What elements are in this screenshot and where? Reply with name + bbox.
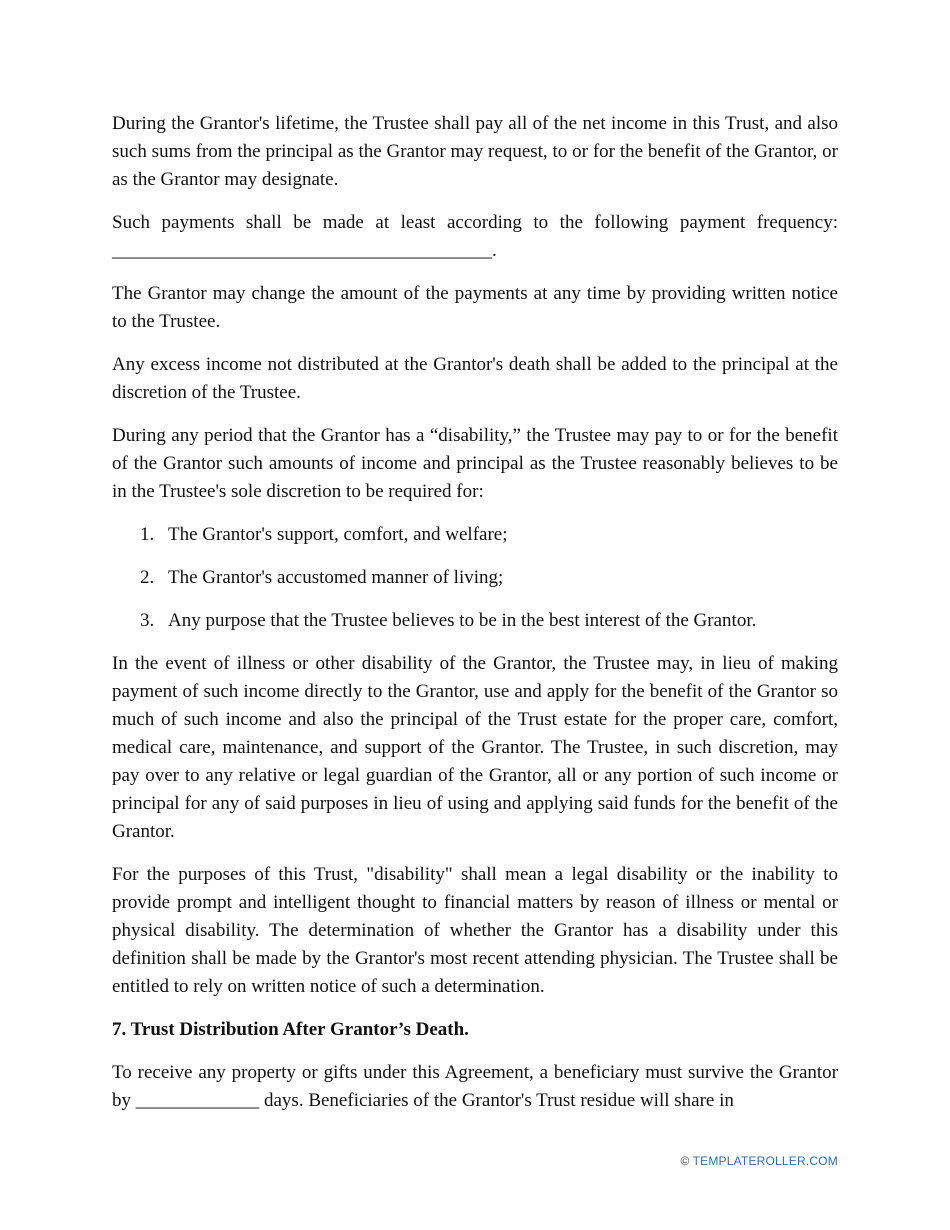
document-page <box>112 110 838 1130</box>
payment-frequency-blank: ________________________________________. <box>112 240 497 261</box>
list-item <box>112 607 838 635</box>
list-item-number: 3. <box>140 610 155 631</box>
paragraph-grantor-lifetime: During the Grantor's lifetime, the Trustee shall pay all of the net income in this Trust, and also such sums from the principal as the Grantor may request, to or for the benefit of the Grantor, or as the Grantor may designate. <box>112 113 838 190</box>
required-purposes-list <box>112 521 838 635</box>
paragraph-excess-income: Any excess income not distributed at the Grantor's death shall be added to the principal at the discretion of the Trustee. <box>112 354 838 403</box>
list-item-text: Any purpose that the Trustee believes to be in the best interest of the Grantor. <box>168 610 757 631</box>
paragraph-survive-grantor: To receive any property or gifts under this Agreement, a beneficiary must survive the Grantor by _____________ days. Beneficiaries of the Grantor's Trust residue will share in <box>112 1062 838 1111</box>
footer-brand-link[interactable]: TEMPLATEROLLER.COM <box>692 1154 838 1168</box>
footer-watermark <box>681 1154 838 1168</box>
list-item-text: The Grantor's accustomed manner of living; <box>168 567 504 588</box>
paragraph-change-amount: The Grantor may change the amount of the payments at any time by providing written notice to the Trustee. <box>112 283 838 332</box>
copyright-symbol: © <box>680 1154 690 1168</box>
list-item-number: 2. <box>140 567 155 588</box>
list-item <box>112 521 838 549</box>
list-item-text: The Grantor's support, comfort, and welfare; <box>168 524 508 545</box>
list-item-number: 1. <box>140 524 155 545</box>
paragraph-disability-definition: For the purposes of this Trust, "disability" shall mean a legal disability or the inability to provide prompt and intelligent thought to financial matters by reason of illness or mental or physical disability. The determination of whether the Grantor has a disability under this definition shall be made by the Grantor's most recent attending physician. The Trustee shall be entitled to rely on written notice of such a determination. <box>112 864 838 997</box>
paragraph-payment-frequency: Such payments shall be made at least according to the following payment frequency: <box>112 212 838 233</box>
paragraph-illness: In the event of illness or other disability of the Grantor, the Trustee may, in lieu of making payment of such income directly to the Grantor, use and apply for the benefit of the Grantor so much of such income and also the principal of the Trust estate for the proper care, comfort, medical care, maintenance, and support of the Grantor. The Trustee, in such discretion, may pay over to any relative or legal guardian of the Grantor, all or any portion of such income or principal for any of said purposes in lieu of using and applying said funds for the benefit of the Grantor. <box>112 653 838 842</box>
paragraph-disability-period: During any period that the Grantor has a “disability,” the Trustee may pay to or for the benefit of the Grantor such amounts of income and principal as the Trustee reasonably believes to be in the Trustee's sole discretion to be required for: <box>112 425 838 502</box>
section-heading: 7. Trust Distribution After Grantor’s Death. <box>112 1019 469 1040</box>
list-item <box>112 564 838 592</box>
